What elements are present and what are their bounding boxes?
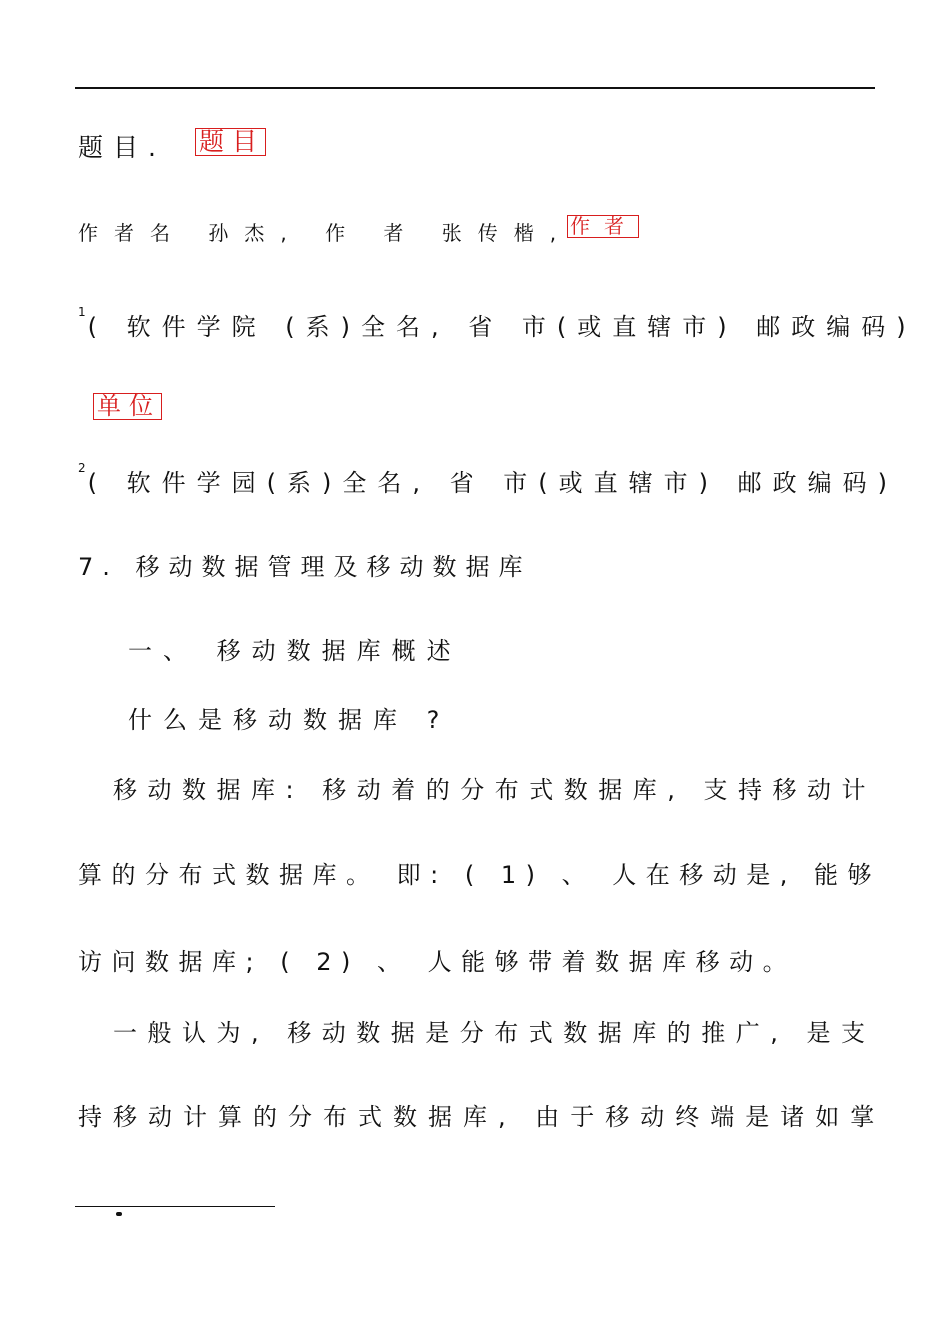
paragraph-2-line-2: 持移动计算的分布式数据库, 由于移动终端是诸如掌 bbox=[78, 1103, 886, 1131]
affiliation-1-mark: 1 bbox=[78, 305, 86, 319]
chapter-heading: 7. 移动数据管理及移动数据库 bbox=[78, 553, 532, 581]
author-line: 作者名 孙杰, 作 者 张传楷, bbox=[78, 221, 573, 245]
affiliation-2-text: ( 软件学园(系)全名, 省 市(或直辖市) 邮政编码) bbox=[87, 469, 898, 497]
affiliation-1 bbox=[78, 307, 917, 342]
author-placeholder-box: 作者 bbox=[567, 215, 639, 238]
header-rule bbox=[75, 87, 875, 89]
affiliation-2-mark: 2 bbox=[78, 461, 86, 475]
section-heading: 一、 移动数据库概述 bbox=[128, 637, 462, 665]
footnote-mark bbox=[116, 1212, 122, 1216]
unit-placeholder-box: 单位 bbox=[93, 393, 162, 420]
affiliation-1-text: ( 软件学院 (系)全名, 省 市(或直辖市) 邮政编码) bbox=[87, 313, 917, 341]
title-label: 题目. bbox=[78, 133, 166, 162]
title-placeholder-box: 题目 bbox=[195, 128, 266, 156]
footnote-rule bbox=[75, 1206, 275, 1207]
paragraph-2-line-1: 一般认为, 移动数据是分布式数据库的推广, 是支 bbox=[113, 1019, 876, 1047]
paragraph-1-line-3: 访问数据库; ( 2) 、 人能够带着数据库移动。 bbox=[78, 948, 797, 976]
paragraph-1-line-2: 算的分布式数据库。 即: ( 1) 、 人在移动是, 能够 bbox=[78, 861, 881, 889]
question-line: 什么是移动数据库 ? bbox=[128, 706, 451, 734]
affiliation-2 bbox=[78, 463, 898, 498]
paragraph-1-line-1: 移动数据库: 移动着的分布式数据库, 支持移动计 bbox=[113, 776, 876, 804]
